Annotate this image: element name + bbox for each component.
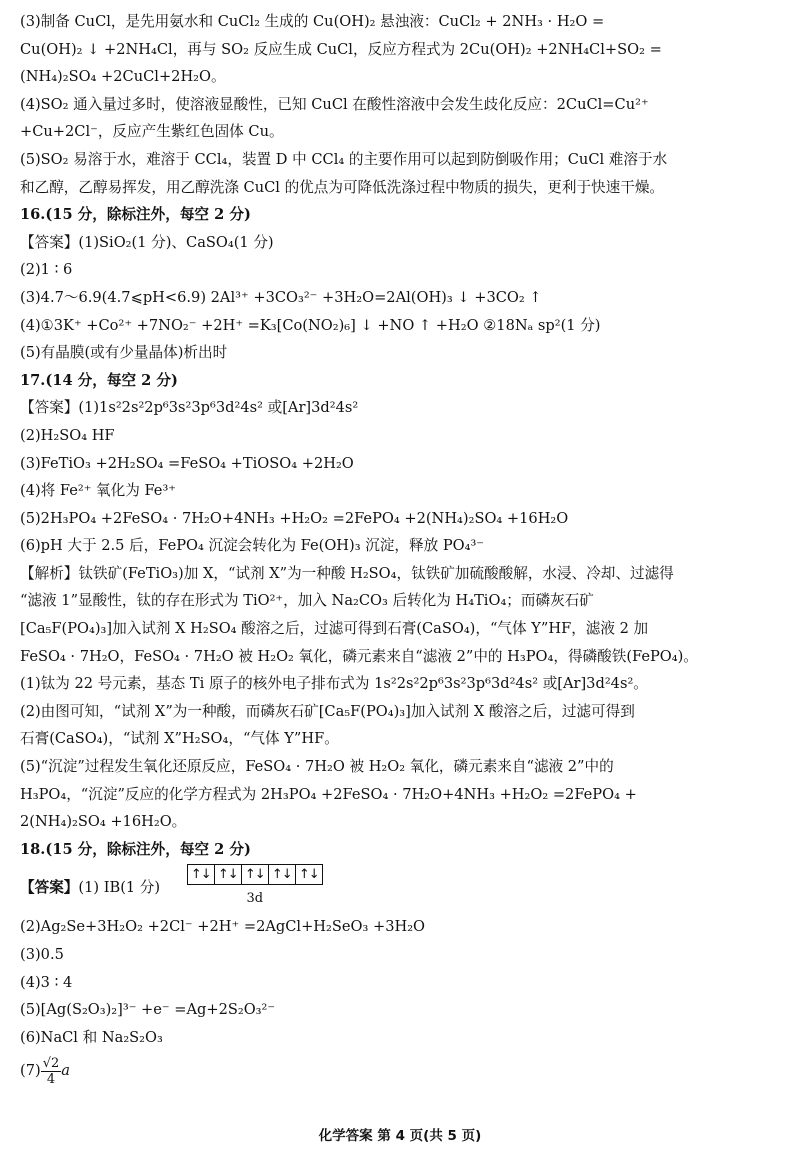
text-line: (5)2H₃PO₄ +2FeSO₄ · 7H₂O+4NH₃ +H₂O₂ =2FePO₄ +2(NH₄)₂SO₄ +16H₂O <box>20 509 569 527</box>
orbital-box: ↑↓ <box>242 865 269 884</box>
fraction <box>41 1056 62 1087</box>
q18-answer-line: (3)0.5 <box>20 946 64 963</box>
orbital-box: ↑↓ <box>215 865 242 884</box>
text-line: (3)制备 CuCl，是先用氨水和 CuCl₂ 生成的 Cu(OH)₂ 悬浊液：CuCl₂ + 2NH₃ · H₂O = <box>20 13 605 30</box>
text-line: (1)钛为 22 号元素，基态 Ti 原子的核外电子排布式为 1s²2s²2p⁶3s²3p⁶3d²4s² 或[Ar]3d²4s²。 <box>20 675 648 693</box>
q18-answer-line: (2)Ag₂Se+3H₂O₂ +2Cl⁻ +2H⁺ =2AgCl+H₂SeO₃ +3H₂O <box>20 918 426 936</box>
text-line: 和乙醇，乙醇易挥发，用乙醇洗涤 CuCl 的优点为可降低洗涤过程中物质的损失，更利于快速干燥。 <box>20 178 665 196</box>
text-line: (5)“沉淀”过程发生氧化还原反应，FeSO₄ · 7H₂O 被 H₂O₂ 氧化，磷元素来自“滤液 2”中的 <box>20 758 614 776</box>
text-line: (2)H₂SO₄ HF <box>20 426 115 444</box>
orbital-box: ↑↓ <box>269 865 296 884</box>
q18-item1: (1) ⅠB(1 分) <box>78 879 161 897</box>
text-line: Cu(OH)₂ ↓ +2NH₄Cl，再与 SO₂ 反应生成 CuCl，反应方程式为 2Cu(OH)₂ +2NH₄Cl+SO₂ = <box>20 40 662 58</box>
q18-answer-line: (6)NaCl 和 Na₂S₂O₃ <box>20 1028 163 1046</box>
text-line: 石膏(CaSO₄)，“试剂 X”H₂SO₄，“气体 Y”HF。 <box>20 730 339 748</box>
text-line: (4)SO₂ 通入量过多时，使溶液显酸性，已知 CuCl 在酸性溶液中会发生歧化反应：2CuCl=Cu²⁺ <box>20 95 649 113</box>
text-line: (3)FeTiO₃ +2H₂SO₄ =FeSO₄ +TiOSO₄ +2H₂O <box>20 454 354 472</box>
text-line: 17.(14 分，每空 2 分) <box>20 371 178 389</box>
text-line: (NH₄)₂SO₄ +2CuCl+2H₂O。 <box>20 68 226 86</box>
q18-answer-1 <box>20 863 784 913</box>
text-line: (2)由图可知，“试剂 X”为一种酸，而磷灰石矿[Ca₅F(PO₄)₃]加入试剂 X 酸溶之后，过滤可得到 <box>20 702 635 720</box>
page-footer: 化学答案 第 4 页(共 5 页) <box>318 1128 482 1144</box>
answer-tag: 【答案】 <box>20 879 79 897</box>
orbital-label: 3d <box>246 891 264 907</box>
text-line: 2(NH₄)₂SO₄ +16H₂O。 <box>20 813 187 831</box>
text-line: (3)4.7～6.9(4.7⩽pH<6.9) 2Al³⁺ +3CO₃²⁻ +3H₂O=2Al(OH)₃ ↓ +3CO₂ ↑ <box>20 288 542 306</box>
text-line: 18.(15 分，除标注外，每空 2 分) <box>20 840 251 858</box>
answer-page <box>20 8 784 1091</box>
fraction-denominator: 4 <box>46 1071 56 1087</box>
orbital-box: ↑↓ <box>298 867 319 883</box>
text-line: FeSO₄ · 7H₂O，FeSO₄ · 7H₂O 被 H₂O₂ 氧化，磷元素来自“滤液 2”中的 H₃PO₄，得磷酸铁(FePO₄)。 <box>20 647 698 665</box>
text-line: “滤液 1”显酸性，钛的存在形式为 TiO²⁺，加入 Na₂CO₃ 后转化为 H₄TiO₄；而磷灰石矿 <box>20 592 594 610</box>
fraction-numerator: √2 <box>42 1055 60 1071</box>
text-line: 【答案】(1)SiO₂(1 分)、CaSO₄(1 分) <box>20 233 274 251</box>
text-line: [Ca₅F(PO₄)₃]加入试剂 X H₂SO₄ 酸溶之后，过滤可得到石膏(CaSO₄)，“气体 Y”HF，滤液 2 加 <box>20 620 649 638</box>
q18-item7-prefix: (7) <box>20 1062 41 1080</box>
text-line: 【答案】(1)1s²2s²2p⁶3s²3p⁶3d²4s² 或[Ar]3d²4s² <box>20 399 359 417</box>
orbital-diagram <box>187 863 323 907</box>
text-line: 【解析】钛铁矿(FeTiO₃)加 X，“试剂 X”为一种酸 H₂SO₄，钛铁矿加硫酸酸解，水浸、冷却、过滤得 <box>20 564 674 582</box>
q18-answer-7 <box>20 1051 784 1091</box>
text-line: (5)SO₂ 易溶于水，难溶于 CCl₄，装置 D 中 CCl₄ 的主要作用可以起到防倒吸作用；CuCl 难溶于水 <box>20 150 668 168</box>
answer-text-block <box>20 8 784 863</box>
variable-a: a <box>61 1062 70 1080</box>
text-line: (5)有晶膜(或有少量晶体)析出时 <box>20 344 228 362</box>
q18-answer-line: (5)[Ag(S₂O₃)₂]³⁻ +e⁻ =Ag+2S₂O₃²⁻ <box>20 1001 276 1019</box>
text-line: (4)①3K⁺ +Co²⁺ +7NO₂⁻ +2H⁺ =K₃[Co(NO₂)₆] ↓ +NO ↑ +H₂O ②18Nₐ sp²(1 分) <box>20 316 601 334</box>
orbital-boxes <box>187 864 323 885</box>
text-line: (4)将 Fe²⁺ 氧化为 Fe³⁺ <box>20 482 176 500</box>
text-line: +Cu+2Cl⁻，反应产生紫红色固体 Cu。 <box>20 123 284 141</box>
text-line: H₃PO₄，“沉淀”反应的化学方程式为 2H₃PO₄ +2FeSO₄ · 7H₂O+4NH₃ +H₂O₂ =2FePO₄ + <box>20 785 637 803</box>
orbital-box: ↑↓ <box>188 865 215 884</box>
text-line: 16.(15 分，除标注外，每空 2 分) <box>20 206 251 224</box>
q18-answer-line: (4)3 ∶ 4 <box>20 973 73 991</box>
q18-answer-lines <box>20 913 784 1051</box>
text-line: (6)pH 大于 2.5 后，FePO₄ 沉淀会转化为 Fe(OH)₃ 沉淀，释放 PO₄³⁻ <box>20 537 485 555</box>
text-line: (2)1 ∶ 6 <box>20 261 73 279</box>
